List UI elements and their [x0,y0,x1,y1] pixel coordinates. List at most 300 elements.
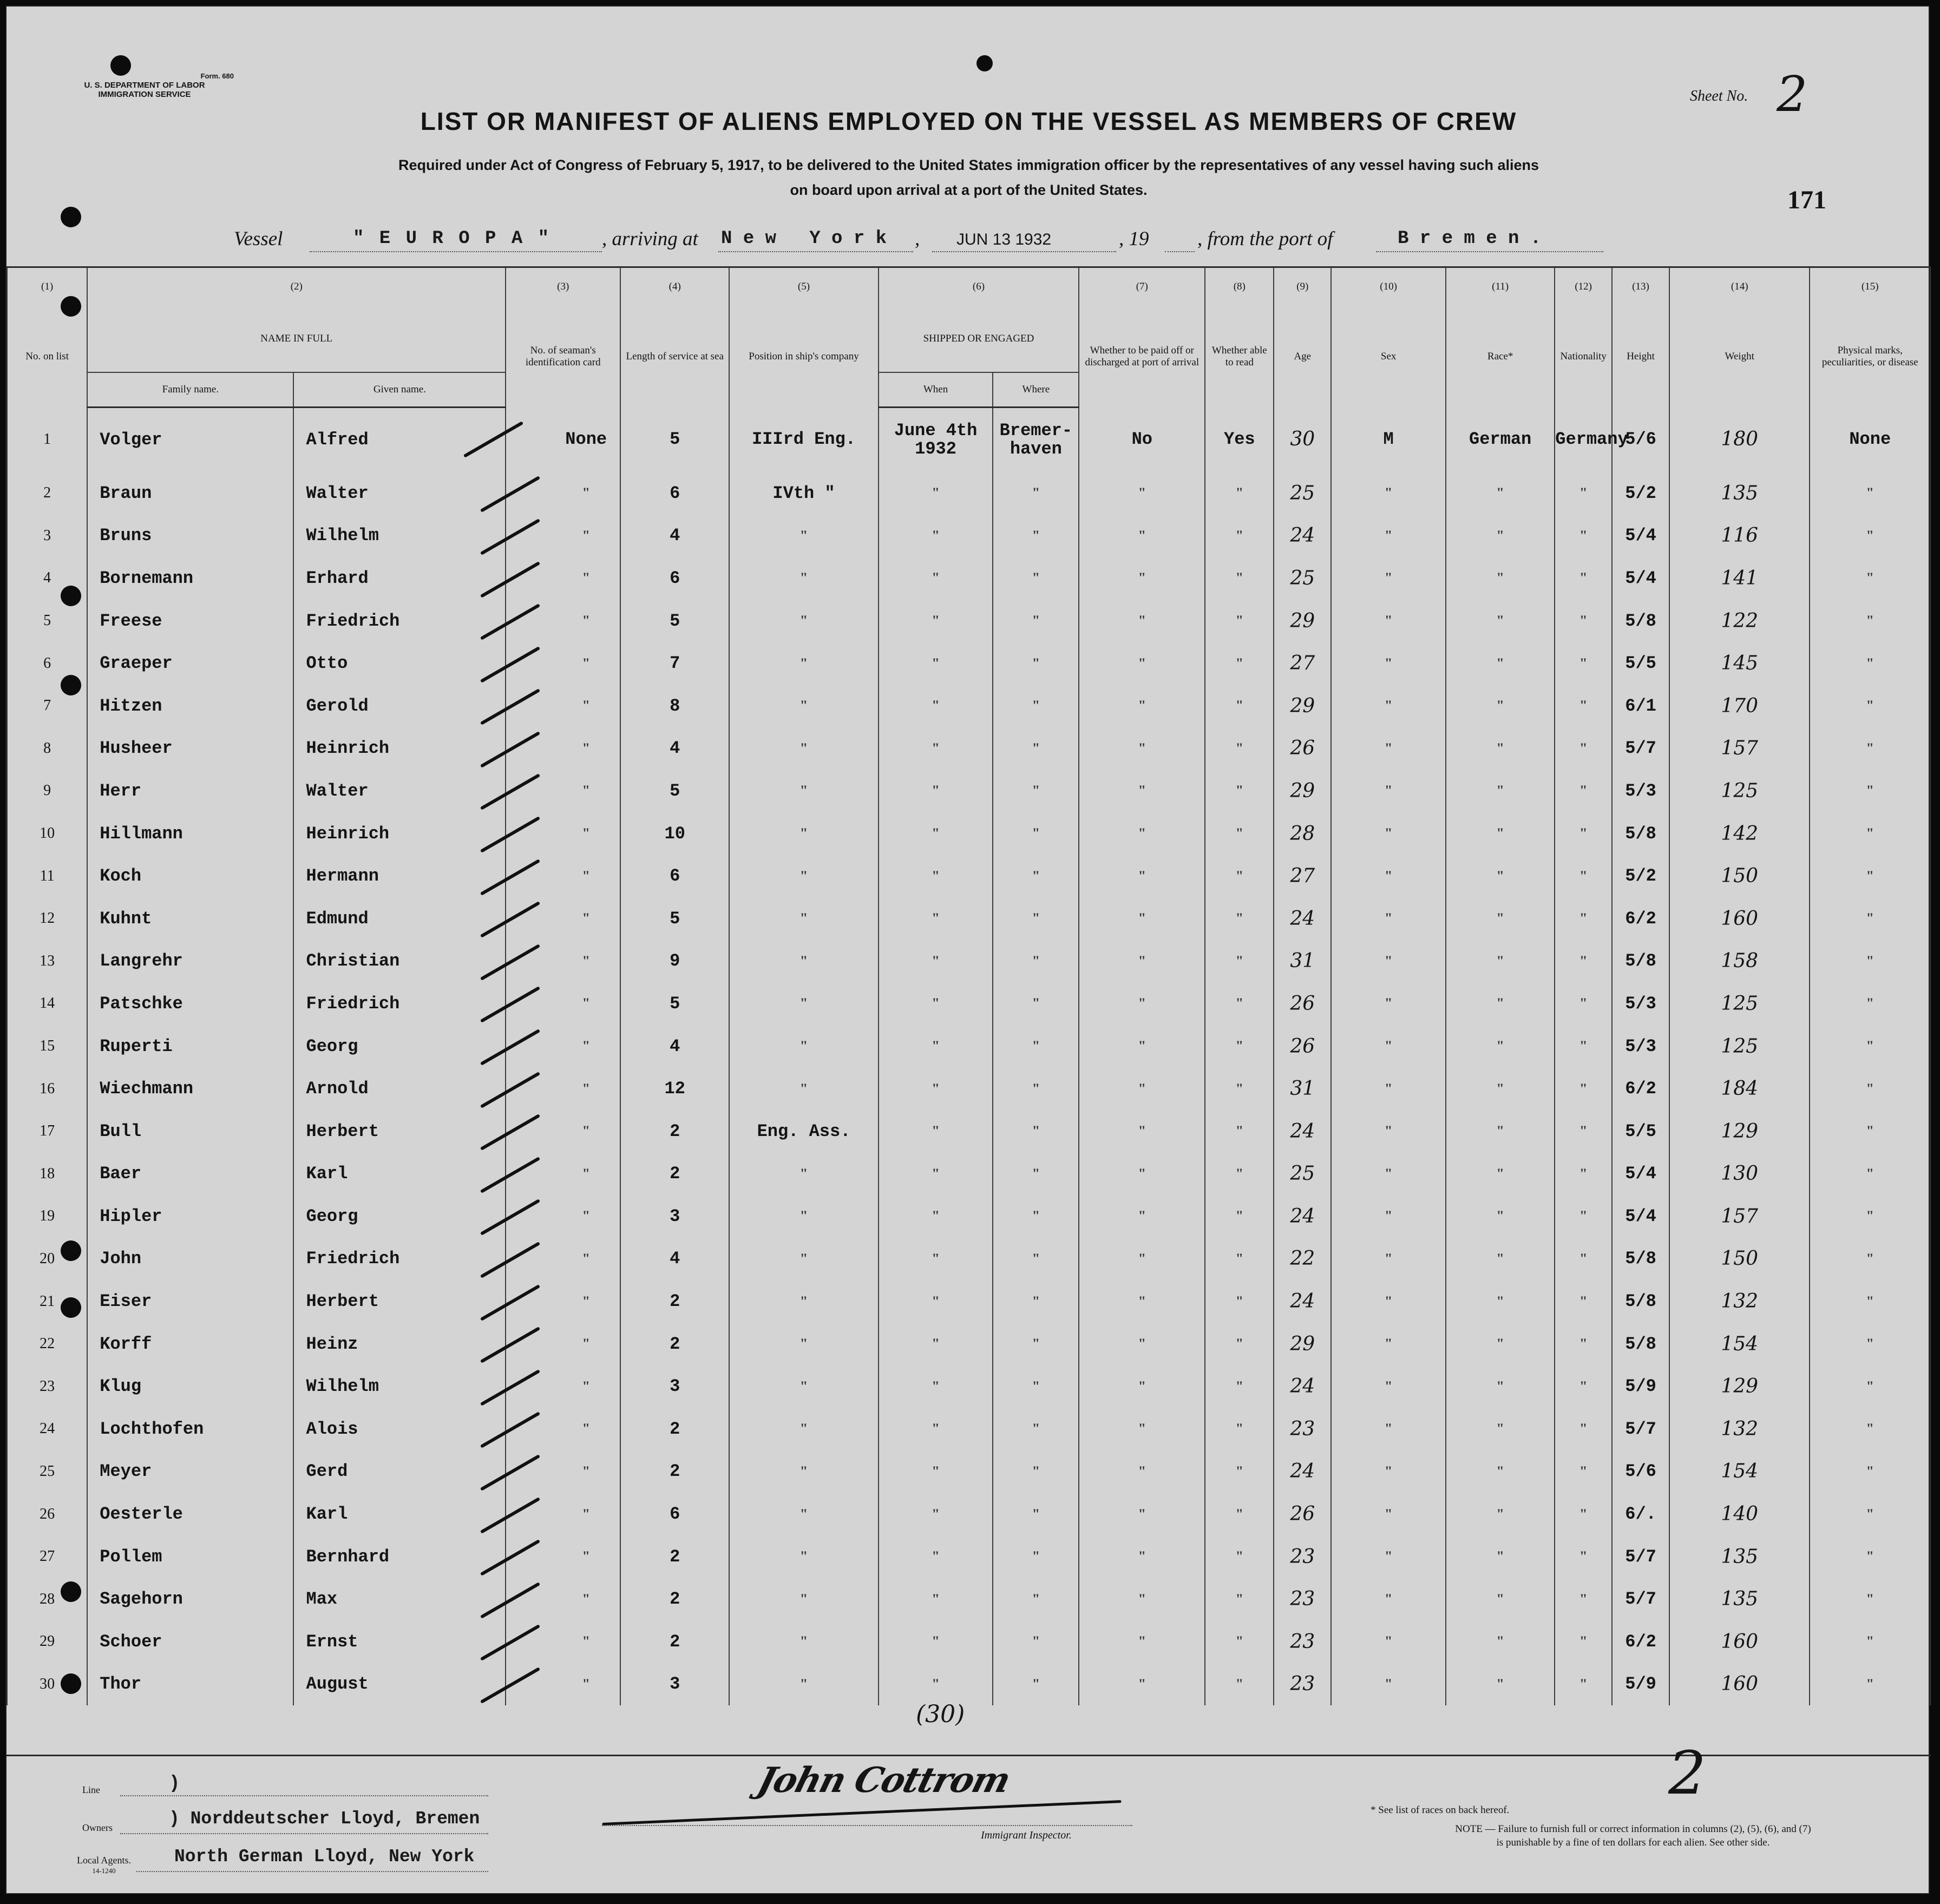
cell-height [1612,1535,1669,1578]
cell-sex [1331,1535,1446,1578]
cell-age [1274,855,1331,897]
cell-sex [1331,897,1446,940]
table-row [7,1110,1930,1153]
cell-position [729,1195,878,1238]
subtitle-line-1: Required under Act of Congress of February 5, 1917, to be delivered to the United States immigration officer by the representatives of any vessel having such aliens [398,157,1539,173]
ditto-mark: " [1032,1421,1040,1437]
ditto-mark: " [1384,1506,1393,1522]
ditto-mark: " [1384,1123,1393,1139]
ditto-mark: " [1138,953,1146,969]
cell-length-service-text: 2 [670,1631,680,1652]
col-num-7: (7) [1079,267,1205,306]
cell-family-name-text: Bull [100,1121,142,1141]
cell-given-name [293,1620,506,1663]
cell-length-service-text: 6 [670,483,680,503]
cell-when [879,1323,993,1365]
ditto-mark: " [1235,1591,1244,1607]
cell-weight [1669,940,1810,983]
crew-manifest-table [6,266,1931,1705]
header-no-on-list: No. on list [7,306,87,408]
cell-weight [1669,1408,1810,1450]
cell-physical [1810,557,1930,600]
cell-no [7,557,87,600]
cell-physical [1810,1323,1930,1365]
cell-where [993,982,1079,1025]
cell-given-name-text: Arnold [306,1079,369,1099]
cell-length-service [620,1238,729,1281]
cell-family-name [87,1238,293,1281]
cell-seaman-id [506,940,620,983]
ditto-mark: " [1032,1548,1040,1565]
cell-where [993,685,1079,727]
ditto-mark: " [1032,485,1040,501]
cell-position [729,1067,878,1110]
cell-given-name [293,1578,506,1620]
arriving-port: N e w Y o r k [721,228,887,249]
cell-able-read [1205,515,1274,557]
cell-weight-text: 122 [1721,609,1759,632]
cell-family-name [87,855,293,897]
cell-age [1274,940,1331,983]
ditto-mark: " [1032,910,1040,927]
cell-length-service [620,1025,729,1068]
ditto-mark: " [1496,995,1504,1012]
cell-weight-text: 157 [1721,1205,1759,1227]
cell-when [879,1238,993,1281]
cell-when [879,1663,993,1706]
ditto-mark: " [582,1250,590,1266]
cell-age [1274,1238,1331,1281]
cell-age-text: 27 [1290,652,1315,675]
ditto-mark: " [1496,868,1504,884]
cell-given-name [293,1663,506,1706]
cell-where [993,1493,1079,1535]
cell-able-read [1205,1365,1274,1408]
cell-when [879,1280,993,1323]
cell-race [1446,685,1555,727]
page-title: LIST OR MANIFEST OF ALIENS EMPLOYED ON THE VESSEL AS MEMBERS OF CREW [420,107,1517,135]
cell-family-name [87,1408,293,1450]
cell-weight-text: 135 [1721,1588,1759,1611]
table-row [7,1493,1930,1535]
cell-paid-off [1079,1238,1205,1281]
cell-when [879,1067,993,1110]
cell-no-text: 2 [43,484,51,502]
cell-seaman-id [506,472,620,515]
table-row [7,1620,1930,1663]
ditto-mark: " [582,1548,590,1565]
cell-given-name-text: Friedrich [306,1249,400,1269]
cell-length-service-text: 2 [670,1291,680,1312]
cell-height-text: 5/7 [1625,1546,1656,1567]
col-num-13: (13) [1612,267,1669,306]
ditto-mark: " [1384,910,1393,927]
cell-height [1612,642,1669,685]
cell-position [729,1408,878,1450]
cell-age-text: 27 [1290,865,1315,888]
cell-where [993,600,1079,642]
cell-when [879,1110,993,1153]
cell-position [729,515,878,557]
ditto-mark: " [1496,1506,1504,1522]
cell-family-name [87,1493,293,1535]
cell-family-name-text: Volger [100,430,162,450]
cell-family-name [87,982,293,1025]
header-seaman-id: No. of seaman's identification card [506,306,620,408]
cell-weight [1669,1153,1810,1196]
ditto-mark: " [1138,1123,1146,1139]
cell-when [879,472,993,515]
cell-weight-text: 130 [1721,1163,1759,1185]
cell-age [1274,982,1331,1025]
cell-height-text: 6/. [1625,1504,1656,1525]
cell-weight-text: 170 [1721,694,1759,717]
table-row [7,1663,1930,1706]
ditto-mark: " [582,953,590,969]
cell-physical [1810,1578,1930,1620]
cell-no [7,1620,87,1663]
cell-no-text: 16 [40,1080,55,1097]
cell-weight-text: 157 [1721,737,1759,760]
cell-race [1446,472,1555,515]
cell-height-text: 5/3 [1625,993,1656,1014]
ditto-mark: " [1579,613,1588,629]
cell-paid-off [1079,1323,1205,1365]
cell-age [1274,1620,1331,1663]
ditto-mark: " [1032,783,1040,799]
cell-weight [1669,642,1810,685]
cell-no-text: 20 [40,1250,55,1267]
header-when: When [879,372,993,408]
cell-where [993,557,1079,600]
cell-physical [1810,1408,1930,1450]
cell-height [1612,1620,1669,1663]
cell-paid-off [1079,600,1205,642]
cell-race [1446,982,1555,1025]
ditto-mark: " [932,995,940,1012]
ditto-mark: " [1384,613,1393,629]
cell-no [7,685,87,727]
cell-sex [1331,1578,1446,1620]
ditto-mark: " [932,698,940,714]
ditto-mark: " [1032,655,1040,671]
cell-age-text: 26 [1290,737,1315,760]
cell-given-name [293,642,506,685]
ditto-mark: " [1235,1633,1244,1650]
cell-age [1274,1195,1331,1238]
cell-weight-text: 160 [1721,1630,1759,1653]
ditto-mark: " [1138,1336,1146,1352]
cell-physical [1810,982,1930,1025]
cell-seaman-id [506,897,620,940]
ditto-mark: " [1235,527,1244,543]
table-row [7,1195,1930,1238]
cell-age [1274,685,1331,727]
ditto-mark: " [1866,1506,1874,1522]
cell-paid-off [1079,1025,1205,1068]
ditto-mark: " [1384,485,1393,501]
cell-given-name [293,1450,506,1493]
cell-length-service-text: 6 [670,866,680,887]
cell-age [1274,1153,1331,1196]
header-length-service: Length of service at sea [620,306,729,408]
cell-physical [1810,940,1930,983]
cell-age [1274,1323,1331,1365]
cell-nationality [1555,940,1612,983]
ditto-mark: " [582,527,590,543]
cell-given-name [293,1110,506,1153]
arriving-label: , arriving at [602,228,698,250]
cell-able-read [1205,1663,1274,1706]
ditto-mark: " [1138,570,1146,586]
cell-seaman-id [506,1663,620,1706]
col-num-2: (2) [87,267,506,306]
cell-weight-text: 150 [1721,1248,1759,1270]
cell-given-name [293,600,506,642]
ditto-mark: " [932,1080,940,1097]
cell-nationality [1555,1238,1612,1281]
cell-able-read [1205,1535,1274,1578]
ditto-mark: " [582,1633,590,1650]
ditto-mark: " [1032,1080,1040,1097]
cell-height [1612,1153,1669,1196]
ditto-mark: " [1138,1506,1146,1522]
cell-family-name-text: Husheer [100,738,173,759]
cell-seaman-id [506,1408,620,1450]
cell-paid-off [1079,408,1205,472]
cell-given-name-text: Alfred [306,430,369,450]
cell-family-name [87,408,293,472]
cell-where [993,1323,1079,1365]
cell-height-text: 5/8 [1625,1334,1656,1354]
cell-physical [1810,1535,1930,1578]
cell-when [879,1025,993,1068]
cell-weight [1669,557,1810,600]
ditto-mark: " [1235,1676,1244,1692]
ditto-mark: " [582,1506,590,1522]
col-num-5: (5) [729,267,878,306]
ditto-mark: " [932,1421,940,1437]
cell-weight [1669,812,1810,855]
cell-physical [1810,600,1930,642]
cell-position [729,727,878,770]
cell-given-name [293,472,506,515]
cell-given-name-text: Friedrich [306,610,400,631]
ditto-mark: " [1138,995,1146,1012]
cell-when [879,1493,993,1535]
ditto-mark: " [1032,1250,1040,1266]
ditto-mark: " [1866,1123,1874,1139]
service-name: IMMIGRATION SERVICE [98,90,191,99]
ditto-mark: " [932,1208,940,1224]
cell-height-text: 5/4 [1625,526,1656,546]
cell-height [1612,600,1669,642]
cell-no-text: 25 [40,1462,55,1480]
cell-height-text: 5/4 [1625,1164,1656,1184]
ditto-mark: " [1032,1378,1040,1394]
cell-weight [1669,982,1810,1025]
cell-height-text: 5/7 [1625,1419,1656,1439]
ditto-mark: " [1138,1208,1146,1224]
cell-race [1446,600,1555,642]
col-num-15: (15) [1810,267,1930,306]
cell-age-text: 24 [1290,1205,1315,1227]
cell-height-text: 5/7 [1625,1589,1656,1610]
ditto-mark: " [1235,698,1244,714]
cell-length-service [620,515,729,557]
cell-given-name-text: Herbert [306,1121,379,1141]
page-subtitle [6,153,1931,202]
ditto-mark: " [1579,1633,1588,1650]
ditto-mark: " [1138,1548,1146,1565]
note-line-2: is punishable by a fine of ten dollars for each alien. See other side. [1496,1837,1770,1848]
sheet-label: Sheet No. [1690,88,1748,104]
cell-age-text: 24 [1290,1120,1315,1143]
cell-given-name [293,1195,506,1238]
cell-no [7,1280,87,1323]
ditto-mark: " [799,1293,808,1309]
cell-height [1612,1195,1669,1238]
header-sex: Sex [1331,306,1446,408]
cell-when [879,1153,993,1196]
ditto-mark: " [1866,1038,1874,1054]
cell-position [729,1110,878,1153]
ditto-mark: " [1138,740,1146,756]
ditto-mark: " [932,1123,940,1139]
table-row [7,600,1930,642]
cell-when [879,600,993,642]
cell-family-name [87,940,293,983]
cell-when [879,770,993,812]
cell-when [879,515,993,557]
cell-length-service [620,897,729,940]
ditto-mark: " [1235,953,1244,969]
ditto-mark: " [1384,868,1393,884]
cell-no-text: 28 [40,1590,55,1607]
cell-where [993,1578,1079,1620]
ditto-mark: " [799,1463,808,1479]
cell-family-name [87,1535,293,1578]
ditto-mark: " [1138,825,1146,842]
cell-position [729,1238,878,1281]
cell-where [993,408,1079,472]
cell-weight-text: 154 [1721,1460,1759,1483]
cell-age [1274,1408,1331,1450]
cell-nationality [1555,1153,1612,1196]
cell-given-name-text: Gerd [306,1461,348,1482]
ditto-mark: " [1384,1633,1393,1650]
cell-no-text: 22 [40,1335,55,1353]
cell-able-read [1205,642,1274,685]
ditto-mark: " [1032,953,1040,969]
ditto-mark: " [1579,740,1588,756]
header-able-read: Whether able to read [1205,306,1274,408]
ditto-mark: " [1579,953,1588,969]
cell-weight [1669,1620,1810,1663]
cell-weight [1669,1535,1810,1578]
header-age: Age [1274,306,1331,408]
cell-family-name-text: Klug [100,1376,142,1397]
ditto-mark: " [1579,698,1588,714]
cell-given-name [293,1280,506,1323]
ditto-mark: " [1235,995,1244,1012]
table-row [7,1365,1930,1408]
cell-paid-off [1079,515,1205,557]
cell-length-service-text: 9 [670,951,680,971]
cell-no-text: 12 [40,910,55,927]
cell-family-name-text: Braun [100,483,152,503]
cell-weight [1669,515,1810,557]
cell-able-read [1205,727,1274,770]
cell-nationality [1555,1493,1612,1535]
ditto-mark: " [582,783,590,799]
cell-paid-off [1079,1535,1205,1578]
cell-height-text: 5/4 [1625,568,1656,588]
cell-age [1274,557,1331,600]
ditto-mark: " [799,1378,808,1394]
ditto-mark: " [1235,1250,1244,1266]
cell-height [1612,1025,1669,1068]
ditto-mark: " [1579,1463,1588,1479]
table-row [7,897,1930,940]
cell-length-service [620,1620,729,1663]
ditto-mark: " [1496,570,1504,586]
header-physical: Physical marks, peculiarities, or disease [1810,306,1930,408]
page-number: 171 [1787,186,1826,214]
cell-weight-text: 160 [1721,907,1759,930]
cell-age-text: 24 [1290,1375,1315,1398]
table-row [7,1578,1930,1620]
cell-age-text: 24 [1290,1290,1315,1313]
cell-physical [1810,1365,1930,1408]
ditto-mark: " [1032,1676,1040,1692]
cell-length-service-text: 2 [670,1164,680,1184]
ditto-mark: " [1496,1038,1504,1054]
cell-family-name-text: Oesterle [100,1504,183,1525]
ditto-mark: " [1384,527,1393,543]
col-num-9: (9) [1274,267,1331,306]
ditto-mark: " [932,570,940,586]
cell-physical [1810,642,1930,685]
ditto-mark: " [582,485,590,501]
cell-where [993,1620,1079,1663]
cell-height-text: 5/8 [1625,951,1656,971]
cell-race [1446,855,1555,897]
cell-race [1446,408,1555,472]
cell-height [1612,557,1669,600]
cell-age-text: 30 [1290,428,1315,451]
col-num-8: (8) [1205,267,1274,306]
cell-length-service [620,408,729,472]
cell-nationality [1555,1663,1612,1706]
cell-seaman-id-text: None [565,429,607,450]
cell-no [7,642,87,685]
cell-family-name-text: Langrehr [100,951,183,971]
cell-length-service-text: 12 [664,1079,685,1099]
cell-height-text: 5/5 [1625,653,1656,674]
ditto-mark: " [799,1208,808,1224]
ditto-mark: " [582,1591,590,1607]
table-row [7,1238,1930,1281]
cell-given-name-text: Edmund [306,908,369,929]
ditto-mark: " [932,953,940,969]
form-department-block [55,71,234,99]
cell-length-service [620,557,729,600]
cell-height-text: 5/9 [1625,1376,1656,1397]
cell-paid-off [1079,812,1205,855]
cell-family-name [87,770,293,812]
cell-weight [1669,897,1810,940]
